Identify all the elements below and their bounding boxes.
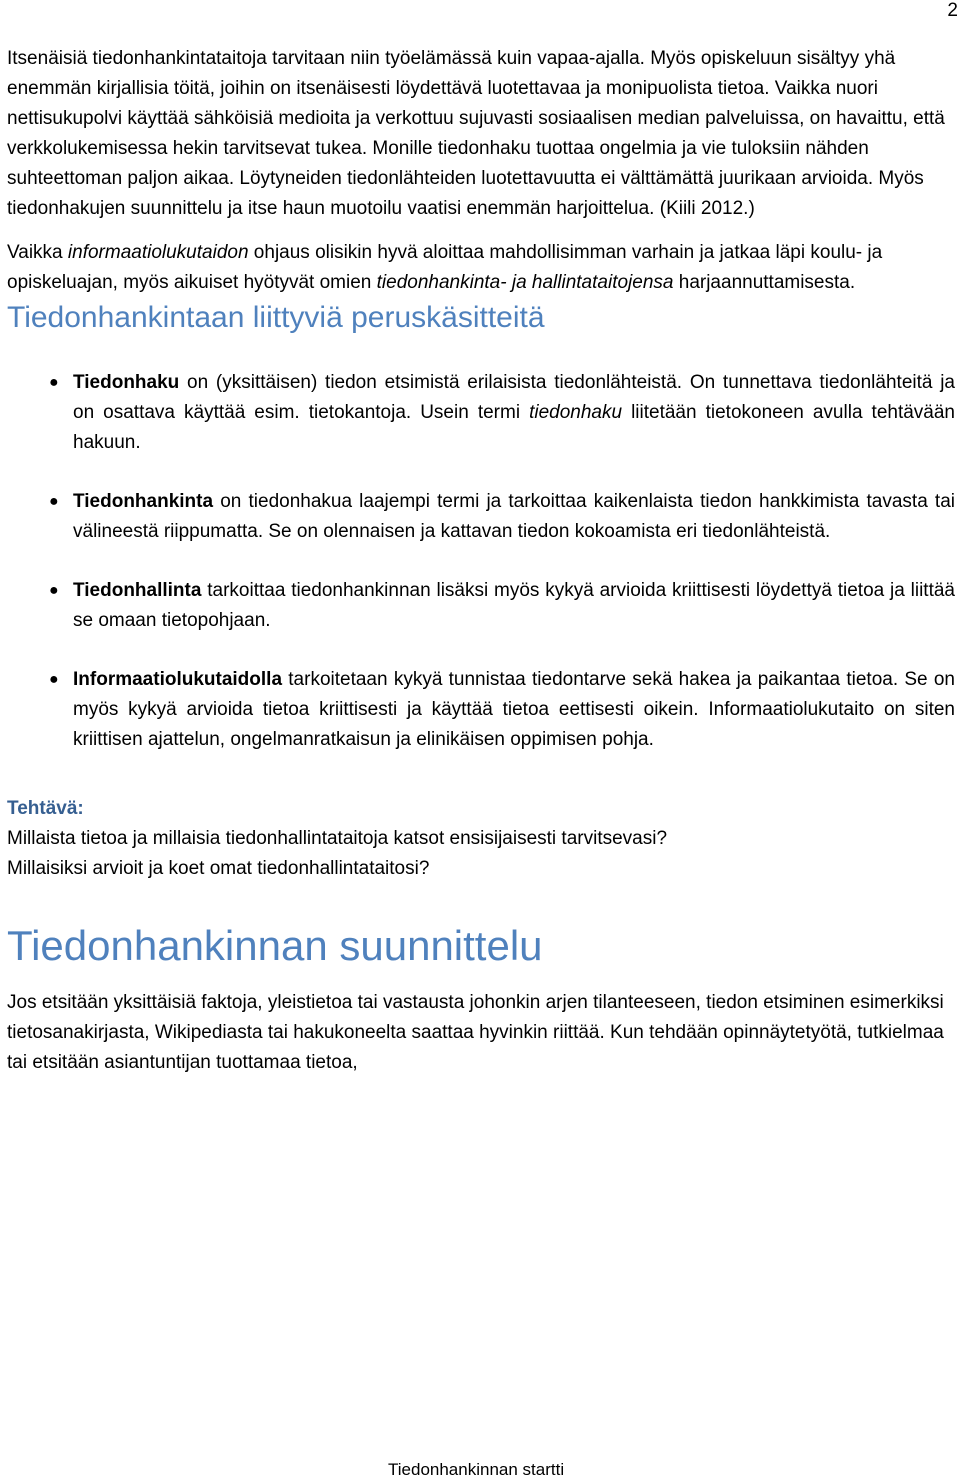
concept-text: tarkoitetaan kykyä tunnistaa tiedontarve sekä hakea ja paikantaa tietoa. Se on myös kykyä arvioida tietoa kriittisesti ja käyttää tietoa eettisesti oikein. Informaatiolukutaito on siten kriittisen ajattelun, ongelmanratkaisun ja elinikäisen oppimisen pohja. [73,669,955,750]
concept-text: tarkoittaa tiedonhankinnan lisäksi myös kykyä arvioida kriittisesti löydettyä tietoa ja liittää se omaan tietopohjaan. [73,580,955,631]
task-title: Tehtävä: [7,798,84,819]
intro-paragraph-2 [7,238,953,298]
task-question-1: Millaista tietoa ja millaisia tiedonhallintataitoja katsot ensisijaisesti tarvitsevasi? [7,828,668,849]
intro-p2-emphasis-1: informaatiolukutaidon [67,242,249,263]
intro-p2-text-3: harjaannuttamisesta. [673,272,856,293]
task-block [7,794,955,884]
concept-item-tiedonhankinta [7,487,955,547]
document-body [7,44,955,1078]
planning-paragraph-1: Jos etsitään yksittäisiä faktoja, yleistietoa tai vastausta johonkin arjen tilanteeseen, tiedon etsiminen esimerkiksi tietosanakirjasta, Wikipediasta tai hakukoneelta saattaa hyvinkin riittää. Kun tehdään opinnäytetyötä, tutkielmaa tai etsitään asiantuntijan tuottamaa tietoa, [7,992,944,1073]
section-heading-planning: Tiedonhankinnan suunnittelu [7,922,543,969]
bullet-icon: ● [49,582,59,599]
concept-term: Tiedonhallinta [73,580,202,601]
concept-term: Tiedonhankinta [73,491,214,512]
section-heading-concepts: Tiedonhankintaan liittyviä peruskäsitteitä [7,301,545,334]
bullet-icon: ● [49,493,59,510]
bullet-icon: ● [49,374,59,391]
intro-p2-emphasis-2: tiedonhankinta- ja hallintataitojensa [376,272,674,293]
concept-text: on tiedonhakua laajempi termi ja tarkoittaa kaikenlaista tiedon hankkimista tavasta tai välineestä riippumatta. Se on olennaisen ja kattavan tiedon kokoamista eri tiedonlähteistä. [73,491,955,542]
intro-paragraph-1: Itsenäisiä tiedonhankintataitoja tarvitaan niin työelämässä kuin vapaa-ajalla. Myös opiskeluun sisältyy yhä enemmän kirjallisia töitä, joihin on itsenäisesti löydettävä luotettavaa ja monipuolista tietoa. Vaikka nuori nettisukupolvi käyttää sähköisiä medioita ja verkottuu sujuvasti sosiaalisen median palveluissa, on havaittu, että verkkolukemisessa hekin tarvitsevat tukea. Monille tiedonhaku tuottaa ongelmia ja vie tuloksiin nähden suhteettoman paljon aikaa. Löytyneiden tiedonlähteiden luotettavuutta ei välttämättä juurikaan arvioida. Myös tiedonhakujen suunnittelu ja itse haun muotoilu vaatisi enemmän harjoittelua. (Kiili 2012.) [7,48,945,219]
concept-text: on (yksittäisen) tiedon etsimistä erilaisista tiedonlähteistä. On tunnettava tiedonlähteitä ja on osattava käyttää esim. tietokantoja. Usein termi [73,372,955,423]
task-question-2: Millaisiksi arvioit ja koet omat tiedonhallintataitosi? [7,858,430,879]
concept-item-tiedonhallinta [7,576,955,636]
concept-text-end: liitetään tietokoneen avulla tehtävään hakuun. [73,402,955,453]
page-footer: Tiedonhankinnan startti [388,1460,565,1479]
concept-item-tiedonhaku [7,368,955,458]
bullet-icon: ● [49,671,59,688]
concept-term: Tiedonhaku [73,372,180,393]
concept-list [7,368,955,755]
concept-item-informaatiolukutaito [7,665,955,755]
intro-p2-text-2: ohjaus olisikin hyvä aloittaa mahdollisimman varhain ja jatkaa läpi koulu- ja opiskeluajan, myös aikuiset hyötyvät omien [7,242,883,293]
concept-emphasis: tiedonhaku [529,402,623,423]
concept-term: Informaatiolukutaidolla [73,669,283,690]
page-number: 2 [947,0,958,21]
intro-p2-text-1: Vaikka [7,242,68,263]
